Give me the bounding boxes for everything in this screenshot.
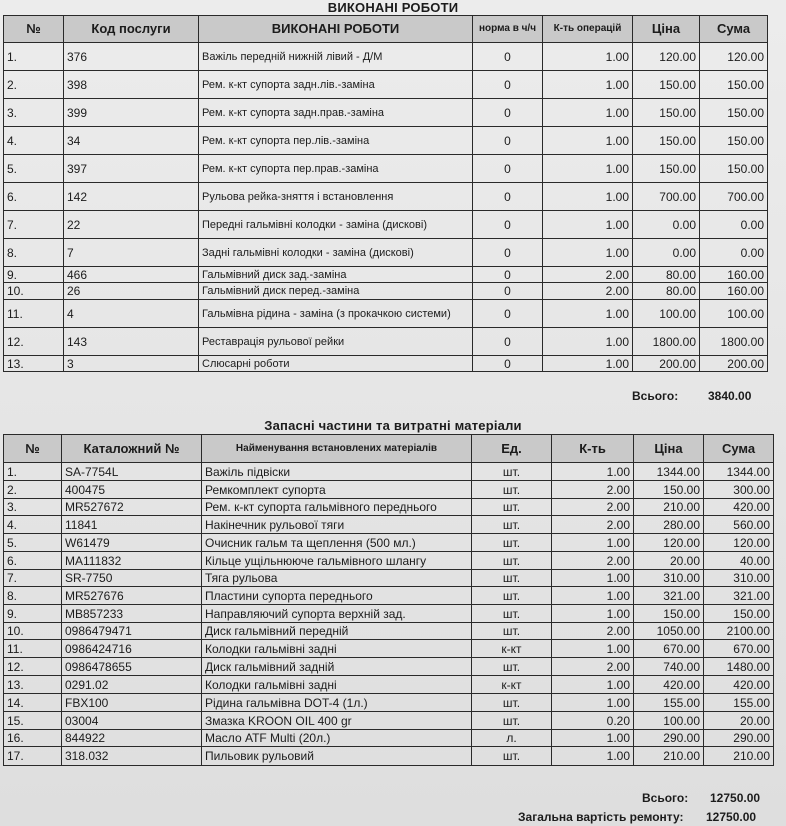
- works-cell-name: Задні гальмівні колодки - заміна (дискові): [199, 239, 473, 267]
- parts-cell-name: Пильовик рульовий: [202, 747, 472, 766]
- works-cell-name: Рем. к-кт супорта пер.прав.-заміна: [199, 155, 473, 183]
- works-cell-name: Гальмівний диск зад.-заміна: [199, 267, 473, 283]
- parts-cell-price: 280.00: [634, 516, 704, 534]
- works-cell-code: 397: [64, 155, 199, 183]
- parts-cell-qty: 2.00: [552, 516, 634, 534]
- works-cell-no: 9.: [4, 267, 64, 283]
- parts-cell-name: Очисник гальм та щеплення (500 мл.): [202, 534, 472, 552]
- parts-table-row: [4, 516, 774, 534]
- parts-table: [3, 434, 774, 766]
- works-cell-norm: 0: [473, 43, 543, 71]
- works-cell-code: 398: [64, 71, 199, 99]
- parts-table-row: [4, 730, 774, 747]
- works-cell-price: 700.00: [633, 183, 700, 211]
- parts-table-row: [4, 552, 774, 570]
- parts-cell-qty: 1.00: [552, 640, 634, 658]
- parts-cell-sum: 321.00: [704, 587, 774, 605]
- works-cell-no: 7.: [4, 211, 64, 239]
- parts-cell-qty: 0.20: [552, 712, 634, 730]
- works-table-row: [4, 43, 768, 71]
- works-cell-price: 150.00: [633, 127, 700, 155]
- parts-cell-name: Змазка KROON OIL 400 gr: [202, 712, 472, 730]
- works-cell-no: 6.: [4, 183, 64, 211]
- parts-cell-sum: 310.00: [704, 570, 774, 587]
- parts-cell-unit: шт.: [472, 658, 552, 676]
- works-cell-code: 26: [64, 283, 199, 300]
- works-cell-name: Слюсарні роботи: [199, 356, 473, 372]
- works-table-row: [4, 155, 768, 183]
- works-cell-price: 80.00: [633, 283, 700, 300]
- parts-cell-qty: 1.00: [552, 534, 634, 552]
- works-cell-no: 2.: [4, 71, 64, 99]
- works-cell-code: 399: [64, 99, 199, 127]
- works-table: [3, 15, 768, 372]
- parts-cell-unit: шт.: [472, 694, 552, 712]
- works-cell-sum: 0.00: [700, 239, 768, 267]
- parts-cell-price: 155.00: [634, 694, 704, 712]
- parts-cell-price: 310.00: [634, 570, 704, 587]
- works-cell-norm: 0: [473, 127, 543, 155]
- works-cell-sum: 1800.00: [700, 328, 768, 356]
- parts-cell-unit: шт.: [472, 712, 552, 730]
- works-col-norm: норма в ч/ч: [473, 16, 543, 43]
- parts-cell-name: Диск гальмівний задній: [202, 658, 472, 676]
- parts-cell-sum: 40.00: [704, 552, 774, 570]
- works-cell-qty: 1.00: [543, 155, 633, 183]
- parts-section-title: Запасні частини та витратні матеріали: [264, 418, 522, 433]
- grand-total-label: Загальна вартість ремонту:: [518, 810, 684, 824]
- works-cell-name: Гальмівний диск перед.-заміна: [199, 283, 473, 300]
- parts-table-row: [4, 534, 774, 552]
- works-cell-name: Передні гальмівні колодки - заміна (дискові): [199, 211, 473, 239]
- works-cell-sum: 100.00: [700, 300, 768, 328]
- parts-col-qty: К-ть: [552, 435, 634, 463]
- parts-cell-code: MR527676: [62, 587, 202, 605]
- parts-cell-name: Ремкомплект супорта: [202, 481, 472, 499]
- parts-cell-code: FBX100: [62, 694, 202, 712]
- works-cell-sum: 0.00: [700, 211, 768, 239]
- parts-cell-code: 03004: [62, 712, 202, 730]
- works-cell-norm: 0: [473, 155, 543, 183]
- parts-cell-unit: шт.: [472, 623, 552, 640]
- works-table-row: [4, 300, 768, 328]
- works-cell-qty: 1.00: [543, 211, 633, 239]
- parts-col-name: Найменування встановлених матеріалів: [202, 435, 472, 463]
- works-table-row: [4, 183, 768, 211]
- parts-cell-sum: 120.00: [704, 534, 774, 552]
- parts-cell-qty: 1.00: [552, 463, 634, 481]
- parts-cell-no: 16.: [4, 730, 62, 747]
- works-table-row: [4, 267, 768, 283]
- parts-cell-qty: 1.00: [552, 605, 634, 623]
- parts-cell-price: 20.00: [634, 552, 704, 570]
- parts-cell-qty: 1.00: [552, 694, 634, 712]
- parts-cell-no: 10.: [4, 623, 62, 640]
- works-cell-sum: 150.00: [700, 155, 768, 183]
- works-cell-qty: 1.00: [543, 43, 633, 71]
- parts-cell-code: MA111832: [62, 552, 202, 570]
- parts-cell-unit: к-кт: [472, 676, 552, 694]
- works-cell-name: Рульова рейка-зняття і встановлення: [199, 183, 473, 211]
- works-cell-qty: 2.00: [543, 283, 633, 300]
- parts-cell-code: 0986424716: [62, 640, 202, 658]
- works-cell-sum: 200.00: [700, 356, 768, 372]
- parts-cell-name: Кільце ущільнююче гальмівного шлангу: [202, 552, 472, 570]
- parts-cell-qty: 2.00: [552, 552, 634, 570]
- works-col-price: Ціна: [633, 16, 700, 43]
- works-table-row: [4, 283, 768, 300]
- parts-table-row: [4, 481, 774, 499]
- parts-cell-qty: 2.00: [552, 623, 634, 640]
- works-cell-norm: 0: [473, 211, 543, 239]
- parts-table-row: [4, 605, 774, 623]
- works-cell-qty: 1.00: [543, 356, 633, 372]
- works-cell-price: 150.00: [633, 71, 700, 99]
- parts-cell-code: 0291.02: [62, 676, 202, 694]
- works-table-body: [4, 43, 768, 372]
- parts-cell-sum: 420.00: [704, 676, 774, 694]
- parts-cell-no: 6.: [4, 552, 62, 570]
- works-cell-norm: 0: [473, 183, 543, 211]
- works-table-row: [4, 71, 768, 99]
- parts-cell-name: Тяга рульова: [202, 570, 472, 587]
- works-header-row: [4, 16, 768, 43]
- parts-cell-qty: 1.00: [552, 587, 634, 605]
- parts-table-row: [4, 623, 774, 640]
- parts-cell-sum: 150.00: [704, 605, 774, 623]
- parts-cell-name: Колодки гальмівні задні: [202, 640, 472, 658]
- works-cell-sum: 700.00: [700, 183, 768, 211]
- works-cell-norm: 0: [473, 99, 543, 127]
- parts-cell-sum: 210.00: [704, 747, 774, 766]
- works-cell-no: 11.: [4, 300, 64, 328]
- works-cell-qty: 2.00: [543, 267, 633, 283]
- works-table-row: [4, 211, 768, 239]
- parts-cell-code: 844922: [62, 730, 202, 747]
- works-col-sum: Сума: [700, 16, 768, 43]
- parts-cell-price: 120.00: [634, 534, 704, 552]
- parts-cell-no: 14.: [4, 694, 62, 712]
- works-cell-price: 0.00: [633, 239, 700, 267]
- parts-total-label: Всього:: [642, 791, 689, 805]
- works-cell-qty: 1.00: [543, 328, 633, 356]
- parts-cell-sum: 20.00: [704, 712, 774, 730]
- parts-table-row: [4, 499, 774, 516]
- works-cell-price: 0.00: [633, 211, 700, 239]
- parts-cell-no: 13.: [4, 676, 62, 694]
- works-cell-price: 80.00: [633, 267, 700, 283]
- parts-table-row: [4, 712, 774, 730]
- works-cell-no: 5.: [4, 155, 64, 183]
- works-cell-qty: 1.00: [543, 300, 633, 328]
- works-cell-price: 100.00: [633, 300, 700, 328]
- works-section-title: ВИКОНАНІ РОБОТИ: [327, 0, 459, 15]
- parts-cell-unit: шт.: [472, 516, 552, 534]
- works-cell-norm: 0: [473, 239, 543, 267]
- parts-cell-unit: шт.: [472, 605, 552, 623]
- parts-col-no: №: [4, 435, 62, 463]
- parts-cell-unit: шт.: [472, 570, 552, 587]
- works-cell-name: Рем. к-кт супорта задн.лів.-заміна: [199, 71, 473, 99]
- parts-cell-unit: к-кт: [472, 640, 552, 658]
- parts-cell-code: 0986478655: [62, 658, 202, 676]
- parts-cell-no: 15.: [4, 712, 62, 730]
- works-cell-name: Рем. к-кт супорта задн.прав.-заміна: [199, 99, 473, 127]
- parts-table-row: [4, 694, 774, 712]
- parts-cell-name: Рем. к-кт супорта гальмівного переднього: [202, 499, 472, 516]
- parts-cell-no: 12.: [4, 658, 62, 676]
- works-cell-sum: 160.00: [700, 283, 768, 300]
- parts-cell-code: W61479: [62, 534, 202, 552]
- works-cell-code: 143: [64, 328, 199, 356]
- works-col-code: Код послуги: [64, 16, 199, 43]
- parts-cell-no: 1.: [4, 463, 62, 481]
- parts-cell-code: MR527672: [62, 499, 202, 516]
- grand-total-value: 12750.00: [706, 810, 757, 824]
- works-col-name: ВИКОНАНІ РОБОТИ: [199, 16, 473, 43]
- parts-cell-unit: шт.: [472, 481, 552, 499]
- parts-col-price: Ціна: [634, 435, 704, 463]
- parts-cell-no: 4.: [4, 516, 62, 534]
- works-table-row: [4, 328, 768, 356]
- works-table-row: [4, 127, 768, 155]
- parts-cell-price: 321.00: [634, 587, 704, 605]
- parts-cell-no: 17.: [4, 747, 62, 766]
- works-cell-no: 1.: [4, 43, 64, 71]
- works-cell-qty: 1.00: [543, 239, 633, 267]
- works-cell-code: 22: [64, 211, 199, 239]
- parts-cell-qty: 1.00: [552, 570, 634, 587]
- works-cell-norm: 0: [473, 283, 543, 300]
- parts-cell-qty: 2.00: [552, 499, 634, 516]
- parts-cell-sum: 560.00: [704, 516, 774, 534]
- parts-cell-sum: 300.00: [704, 481, 774, 499]
- parts-cell-price: 740.00: [634, 658, 704, 676]
- parts-cell-qty: 1.00: [552, 730, 634, 747]
- parts-cell-sum: 670.00: [704, 640, 774, 658]
- parts-col-sum: Сума: [704, 435, 774, 463]
- parts-cell-unit: шт.: [472, 747, 552, 766]
- parts-cell-qty: 1.00: [552, 676, 634, 694]
- parts-cell-code: 0986479471: [62, 623, 202, 640]
- works-cell-no: 8.: [4, 239, 64, 267]
- parts-cell-price: 210.00: [634, 499, 704, 516]
- parts-cell-code: 11841: [62, 516, 202, 534]
- parts-table-row: [4, 658, 774, 676]
- parts-cell-no: 3.: [4, 499, 62, 516]
- parts-cell-price: 290.00: [634, 730, 704, 747]
- parts-cell-price: 150.00: [634, 481, 704, 499]
- works-table-row: [4, 356, 768, 372]
- works-cell-code: 142: [64, 183, 199, 211]
- parts-cell-code: 318.032: [62, 747, 202, 766]
- parts-cell-unit: л.: [472, 730, 552, 747]
- parts-cell-code: SA-7754L: [62, 463, 202, 481]
- works-cell-qty: 1.00: [543, 127, 633, 155]
- parts-table-row: [4, 640, 774, 658]
- works-cell-name: Рем. к-кт супорта пер.лів.-заміна: [199, 127, 473, 155]
- parts-col-unit: Ед.: [472, 435, 552, 463]
- works-cell-no: 4.: [4, 127, 64, 155]
- parts-cell-sum: 1344.00: [704, 463, 774, 481]
- parts-cell-name: Диск гальмівний передній: [202, 623, 472, 640]
- parts-cell-name: Рідина гальмівна DOT-4 (1л.): [202, 694, 472, 712]
- works-cell-qty: 1.00: [543, 183, 633, 211]
- parts-total-value: 12750.00: [710, 791, 761, 805]
- parts-cell-no: 11.: [4, 640, 62, 658]
- parts-cell-price: 420.00: [634, 676, 704, 694]
- parts-cell-unit: шт.: [472, 587, 552, 605]
- parts-cell-sum: 2100.00: [704, 623, 774, 640]
- works-cell-sum: 150.00: [700, 99, 768, 127]
- works-cell-price: 150.00: [633, 99, 700, 127]
- parts-cell-sum: 290.00: [704, 730, 774, 747]
- parts-cell-name: Важіль підвіски: [202, 463, 472, 481]
- parts-cell-qty: 1.00: [552, 747, 634, 766]
- parts-cell-unit: шт.: [472, 499, 552, 516]
- parts-cell-code: 400475: [62, 481, 202, 499]
- works-cell-price: 1800.00: [633, 328, 700, 356]
- parts-cell-no: 8.: [4, 587, 62, 605]
- works-col-qty: К-ть операцій: [543, 16, 633, 43]
- works-cell-no: 3.: [4, 99, 64, 127]
- parts-cell-price: 100.00: [634, 712, 704, 730]
- works-cell-qty: 1.00: [543, 71, 633, 99]
- works-cell-code: 466: [64, 267, 199, 283]
- works-table-row: [4, 99, 768, 127]
- parts-cell-unit: шт.: [472, 463, 552, 481]
- parts-cell-sum: 420.00: [704, 499, 774, 516]
- parts-cell-sum: 1480.00: [704, 658, 774, 676]
- works-cell-norm: 0: [473, 71, 543, 99]
- works-cell-no: 10.: [4, 283, 64, 300]
- parts-table-row: [4, 463, 774, 481]
- works-cell-code: 34: [64, 127, 199, 155]
- works-table-row: [4, 239, 768, 267]
- parts-cell-unit: шт.: [472, 552, 552, 570]
- works-cell-norm: 0: [473, 356, 543, 372]
- works-cell-code: 376: [64, 43, 199, 71]
- works-cell-norm: 0: [473, 300, 543, 328]
- parts-header-row: [4, 435, 774, 463]
- works-total-value: 3840.00: [708, 389, 752, 403]
- parts-cell-name: Направляючий супорта верхній зад.: [202, 605, 472, 623]
- works-cell-price: 120.00: [633, 43, 700, 71]
- parts-col-code: Каталожний №: [62, 435, 202, 463]
- works-cell-price: 150.00: [633, 155, 700, 183]
- works-cell-no: 12.: [4, 328, 64, 356]
- parts-cell-no: 2.: [4, 481, 62, 499]
- works-cell-norm: 0: [473, 328, 543, 356]
- parts-cell-qty: 2.00: [552, 658, 634, 676]
- works-cell-qty: 1.00: [543, 99, 633, 127]
- parts-cell-no: 9.: [4, 605, 62, 623]
- works-cell-no: 13.: [4, 356, 64, 372]
- parts-cell-code: SR-7750: [62, 570, 202, 587]
- works-cell-sum: 160.00: [700, 267, 768, 283]
- parts-table-body: [4, 463, 774, 766]
- parts-cell-name: Масло ATF Multi (20л.): [202, 730, 472, 747]
- parts-cell-no: 5.: [4, 534, 62, 552]
- works-cell-code: 4: [64, 300, 199, 328]
- works-cell-name: Реставрація рульової рейки: [199, 328, 473, 356]
- works-cell-code: 7: [64, 239, 199, 267]
- works-cell-price: 200.00: [633, 356, 700, 372]
- parts-cell-unit: шт.: [472, 534, 552, 552]
- parts-cell-code: MB857233: [62, 605, 202, 623]
- parts-cell-price: 670.00: [634, 640, 704, 658]
- parts-cell-qty: 2.00: [552, 481, 634, 499]
- works-cell-code: 3: [64, 356, 199, 372]
- works-cell-norm: 0: [473, 267, 543, 283]
- parts-table-row: [4, 676, 774, 694]
- parts-cell-price: 150.00: [634, 605, 704, 623]
- works-total-label: Всього:: [632, 389, 679, 403]
- parts-cell-name: Пластини супорта переднього: [202, 587, 472, 605]
- parts-cell-sum: 155.00: [704, 694, 774, 712]
- parts-cell-no: 7.: [4, 570, 62, 587]
- parts-cell-name: Колодки гальмівні задні: [202, 676, 472, 694]
- works-cell-sum: 120.00: [700, 43, 768, 71]
- works-cell-sum: 150.00: [700, 71, 768, 99]
- works-cell-name: Важіль передній нижній лівий - Д/М: [199, 43, 473, 71]
- parts-cell-price: 1050.00: [634, 623, 704, 640]
- parts-table-row: [4, 747, 774, 766]
- parts-cell-name: Накінечник рульової тяги: [202, 516, 472, 534]
- works-cell-sum: 150.00: [700, 127, 768, 155]
- parts-table-row: [4, 587, 774, 605]
- parts-cell-price: 210.00: [634, 747, 704, 766]
- parts-cell-price: 1344.00: [634, 463, 704, 481]
- parts-table-row: [4, 570, 774, 587]
- works-col-no: №: [4, 16, 64, 43]
- works-cell-name: Гальмівна рідина - заміна (з прокачкою системи): [199, 300, 473, 328]
